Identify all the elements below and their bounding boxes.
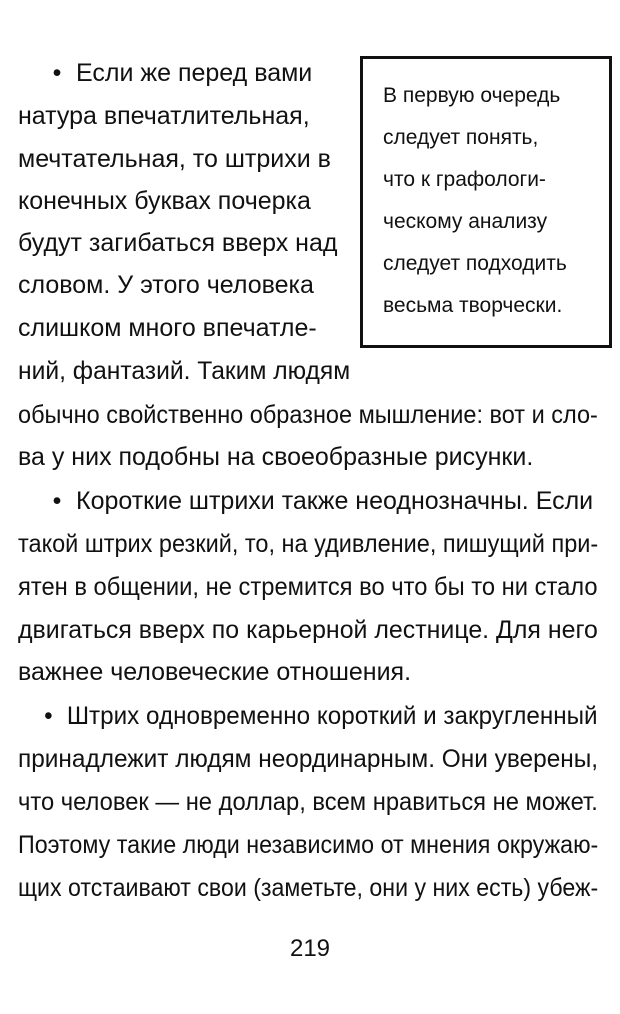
callout-box	[360, 56, 612, 348]
paragraph-line: слишком много впечатле-	[18, 314, 317, 342]
paragraph-line: принадлежит людям неординарным. Они уверены,	[18, 745, 599, 773]
paragraph-text: Штрих одновременно короткий и закругленный	[66, 702, 598, 730]
paragraph-line: ва у них подобны на своеобразные рисунки.	[18, 443, 534, 471]
paragraph-line: ятен в общении, не стремится во что бы то ни стало	[18, 573, 598, 601]
paragraph-text: Если же перед вами	[76, 59, 313, 87]
callout-line: весьма творчески.	[383, 294, 563, 317]
paragraph-line: мечтательная, то штрихи в	[18, 145, 331, 173]
paragraph-line	[38, 56, 350, 90]
paragraph-line: словом. У этого человека	[18, 271, 314, 299]
paragraph-line: важнее человеческие отношения.	[18, 658, 412, 686]
callout-line: что к графологи-	[383, 168, 546, 191]
callout-line: В первую очередь	[383, 84, 561, 107]
paragraph-line	[38, 484, 598, 518]
callout-line: следует подходить	[383, 252, 567, 275]
paragraph-line: конечных буквах почерка	[18, 187, 311, 215]
paragraph-line	[30, 699, 598, 733]
page-number: 219	[289, 935, 331, 962]
bullet-icon: •	[44, 702, 53, 730]
paragraph-text: Короткие штрихи также неоднозначны. Если	[76, 487, 594, 515]
paragraph-line: двигаться вверх по карьерной лестнице. Для него	[18, 616, 598, 644]
paragraph-line: обычно свойственно образное мышление: вот и сло-	[18, 401, 598, 429]
callout-line: следует понять,	[383, 126, 539, 149]
paragraph-line: Поэтому такие люди независимо от мнения окружаю-	[18, 831, 599, 859]
paragraph-line: такой штрих резкий, то, на удивление, пишущий при-	[18, 530, 599, 558]
paragraph-line: будут загибаться вверх над	[18, 229, 338, 257]
paragraph-line: что человек — не доллар, всем нравиться не может.	[18, 788, 598, 816]
paragraph-line: щих отстаивают свои (заметьте, они у них есть) убеж-	[18, 874, 599, 902]
callout-line: ческому анализу	[383, 210, 548, 233]
bullet-icon: •	[52, 59, 62, 87]
bullet-icon: •	[52, 487, 62, 515]
paragraph-line: натура впечатлительная,	[18, 102, 310, 130]
paragraph-line: ний, фантазий. Таким людям	[18, 357, 351, 385]
